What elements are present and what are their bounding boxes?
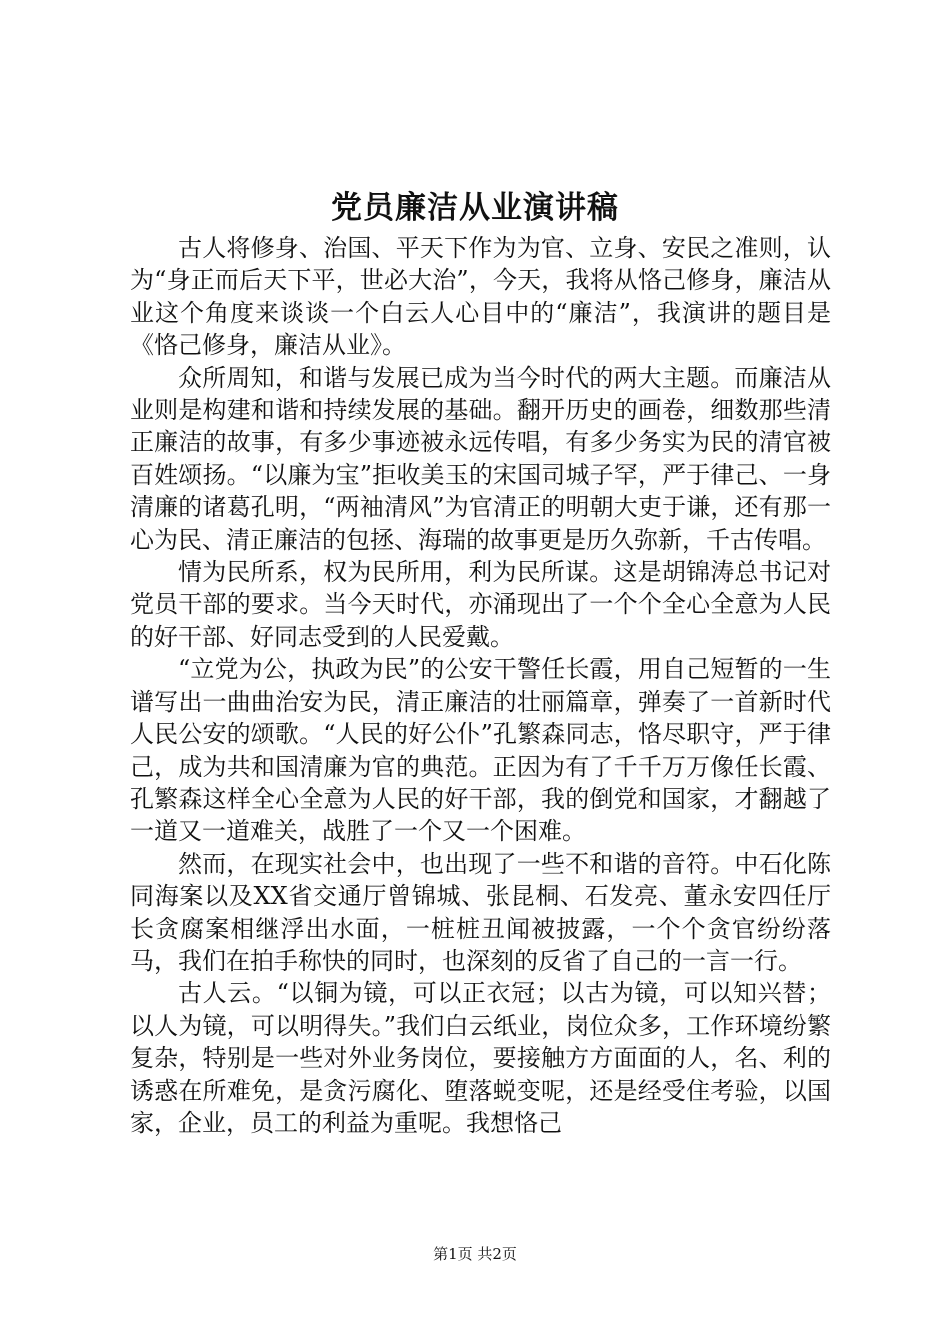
- paragraph: 古人云。“以铜为镜，可以正衣冠；以古为镜，可以知兴替；以人为镜，可以明得失。”我们白云纸业，岗位众多，工作环境纷繁复杂，特别是一些对外业务岗位，要接触方方面面的人，名、利的诱惑在所难免，是贪污腐化、堕落蜕变呢，还是经受住考验，以国家，企业，员工的利益为重呢。我想恪己: [130, 979, 831, 1137]
- document-title: 党员廉洁从业演讲稿: [331, 190, 619, 226]
- paragraph: “立党为公，执政为民”的公安干警任长霞，用自己短暂的一生谱写出一曲曲治安为民，清正廉洁的壮丽篇章，弹奏了一首新时代人民公安的颂歌。“人民的好公仆”孔繁森同志，恪尽职守，严于律己，成为共和国清廉为官的典范。正因为有了千千万万像任长霞、孔繁森这样全心全意为人民的好干部，我的倒党和国家，才翻越了一道又一道难关，战胜了一个又一个困难。: [130, 655, 831, 846]
- paragraph: 情为民所系，权为民所用，利为民所谋。这是胡锦涛总书记对党员干部的要求。当今天时代，亦涌现出了一个个全心全意为人民的好干部、好同志受到的人民爱戴。: [130, 558, 831, 651]
- document-body: [130, 232, 831, 1139]
- page-number-footer: 第1页 共2页: [433, 1245, 517, 1263]
- paragraph: 古人将修身、治国、平天下作为为官、立身、安民之准则，认为“身正而后天下平，世必大治”，今天，我将从恪己修身，廉洁从业这个角度来谈谈一个白云人心目中的“廉洁”，我演讲的题目是《恪己修身，廉洁从业》。: [130, 234, 831, 360]
- paragraph: 众所周知，和谐与发展已成为当今时代的两大主题。而廉洁从业则是构建和谐和持续发展的基础。翻开历史的画卷，细数那些清正廉洁的故事，有多少事迹被永远传唱，有多少务实为民的清官被百姓颂扬。“以廉为宝”拒收美玉的宋国司城子罕，严于律己、一身清廉的诸葛孔明，“两袖清风”为官清正的明朝大吏于谦，还有那一心为民、清正廉洁的包拯、海瑞的故事更是历久弥新，千古传唱。: [130, 363, 831, 554]
- paragraph: 然而，在现实社会中，也出现了一些不和谐的音符。中石化陈同海案以及XX省交通厅曾锦城、张昆桐、石发亮、董永安四任厅长贪腐案相继浮出水面，一桩桩丑闻被披露，一个个贪官纷纷落马，我们在拍手称快的同时，也深刻的反省了自己的一言一行。: [130, 849, 831, 975]
